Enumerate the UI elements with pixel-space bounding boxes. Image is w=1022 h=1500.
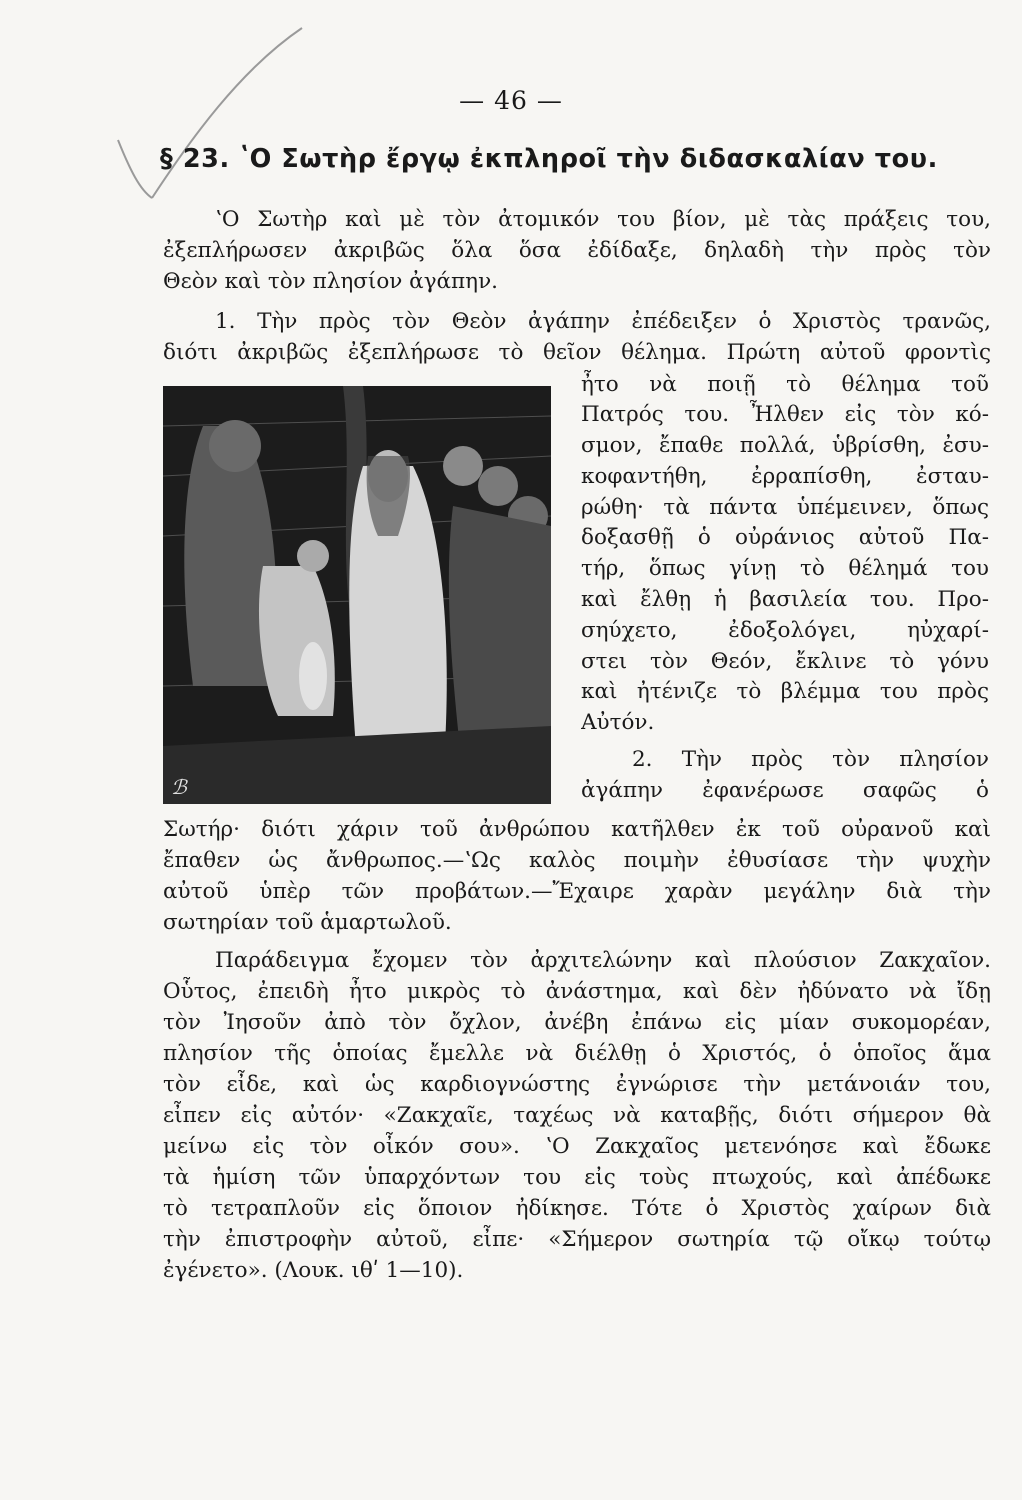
text-line: σμον, ἔπαθε πολλά, ὑβρίσθη, ἐσυ- <box>581 433 989 458</box>
text-line: σηύχετο, ἐδοξολόγει, ηὐχαρί- <box>581 618 989 643</box>
text-line: αὐτοῦ ὑπὲρ τῶν προβάτων.—Ἔχαιρε χαρὰν μεγάλην διὰ τὴν <box>163 879 991 904</box>
svg-text:ℬ: ℬ <box>171 775 187 799</box>
text-line: εἶπεν εἰς αὐτόν· «Ζακχαῖε, ταχέως νὰ καταβῇς, διότι σήμερον θὰ <box>163 1103 991 1128</box>
text-line: τὰ ἡμίση τῶν ὑπαρχόντων του εἰς τοὺς πτωχούς, καὶ ἀπέδωκε <box>163 1165 991 1190</box>
text-line: δοξασθῇ ὁ οὐράνιος αὐτοῦ Πα- <box>581 525 989 550</box>
page-number: — 46 — <box>459 86 563 115</box>
text-line: ʽΟ Σωτὴρ καὶ μὲ τὸν ἀτομικόν του βίον, μὲ τὰς πράξεις του, <box>215 207 991 232</box>
text-line: Οὗτος, ἐπειδὴ ἦτο μικρὸς τὸ ἀνάστημα, καὶ δὲν ἠδύνατο νὰ ἴδῃ <box>163 979 991 1004</box>
text-line: τήρ, ὅπως γίνῃ τὸ θέλημά του <box>581 556 989 581</box>
text-line: ἔπαθεν ὡς ἄνθρωπος.—ʽΩς καλὸς ποιμὴν ἐθυσίασε τὴν ψυχὴν <box>163 848 991 873</box>
text-line: ρώθη· τὰ πάντα ὑπέμεινεν, ὅπως <box>581 495 989 520</box>
section-heading: § 23. ʽΟ Σωτὴρ ἔργῳ ἐκπληροῖ τὴν διδασκαλίαν του. <box>160 144 938 174</box>
text-line: καὶ ἔλθῃ ἡ βασιλεία του. Προ- <box>581 587 989 612</box>
text-line: ἀγάπην ἐφανέρωσε σαφῶς ὁ <box>581 778 989 803</box>
text-line: ἦτο νὰ ποιῇ τὸ θέλημα τοῦ <box>581 372 989 397</box>
text-line: στει τὸν Θεόν, ἔκλινε τὸ γόνυ <box>581 649 989 674</box>
text-line: 1. Τὴν πρὸς τὸν Θεὸν ἀγάπην ἐπέδειξεν ὁ Χριστὸς τρανῶς, <box>215 309 991 334</box>
text-line: Παράδειγμα ἔχομεν τὸν ἀρχιτελώνην καὶ πλούσιον Ζακχαῖον. <box>215 948 991 973</box>
text-line: ἐξεπλήρωσεν ἀκριβῶς ὅλα ὅσα ἐδίδαξε, δηλαδὴ τὴν πρὸς τὸν <box>163 238 991 263</box>
text-line: Πατρός του. Ἦλθεν εἰς τὸν κό- <box>581 402 989 427</box>
text-line: διότι ἀκριβῶς ἐξεπλήρωσε τὸ θεῖον θέλημα. Πρώτη αὐτοῦ φροντὶς <box>163 340 991 365</box>
text-line: τὴν ἐπιστροφὴν αὐτοῦ, εἶπε· «Σήμερον σωτηρία τῷ οἴκῳ τούτῳ <box>163 1227 991 1252</box>
text-line: τὸν Ἰησοῦν ἀπὸ τὸν ὄχλον, ἀνέβη ἐπάνω εἰς μίαν συκομορέαν, <box>163 1010 991 1035</box>
text-line: καὶ ἠτένιζε τὸ βλέμμα του πρὸς <box>581 679 989 704</box>
text-line: κοφαντήθη, ἐρραπίσθη, ἐσταυ- <box>581 464 989 489</box>
text-line: Αὐτόν. <box>581 710 655 735</box>
text-line: τὸν εἶδε, καὶ ὡς καρδιογνώστης ἐγνώρισε τὴν μετάνοιάν του, <box>163 1072 991 1097</box>
text-line: σωτηρίαν τοῦ ἁμαρτωλοῦ. <box>163 910 452 935</box>
engraving-illustration <box>163 386 551 804</box>
text-line: πλησίον τῆς ὁποίας ἔμελλε νὰ διέλθῃ ὁ Χριστός, ὁ ὁποῖος ἅμα <box>163 1041 991 1066</box>
text-line: 2. Τὴν πρὸς τὸν πλησίον <box>632 747 989 772</box>
text-line: μείνω εἰς τὸν οἶκόν σου». ʽΟ Ζακχαῖος μετενόησε καὶ ἔδωκε <box>163 1134 991 1159</box>
text-line: Σωτήρ· διότι χάριν τοῦ ἀνθρώπου κατῆλθεν ἐκ τοῦ οὐρανοῦ καὶ <box>163 817 991 842</box>
text-line: τὸ τετραπλοῦν εἰς ὅποιον ἠδίκησε. Τότε ὁ Χριστὸς χαίρων διὰ <box>163 1196 991 1221</box>
text-line: Θεὸν καὶ τὸν πλησίον ἀγάπην. <box>163 269 498 294</box>
text-line: ἐγένετο». (Λουκ. ιθʹ 1—10). <box>163 1258 464 1283</box>
